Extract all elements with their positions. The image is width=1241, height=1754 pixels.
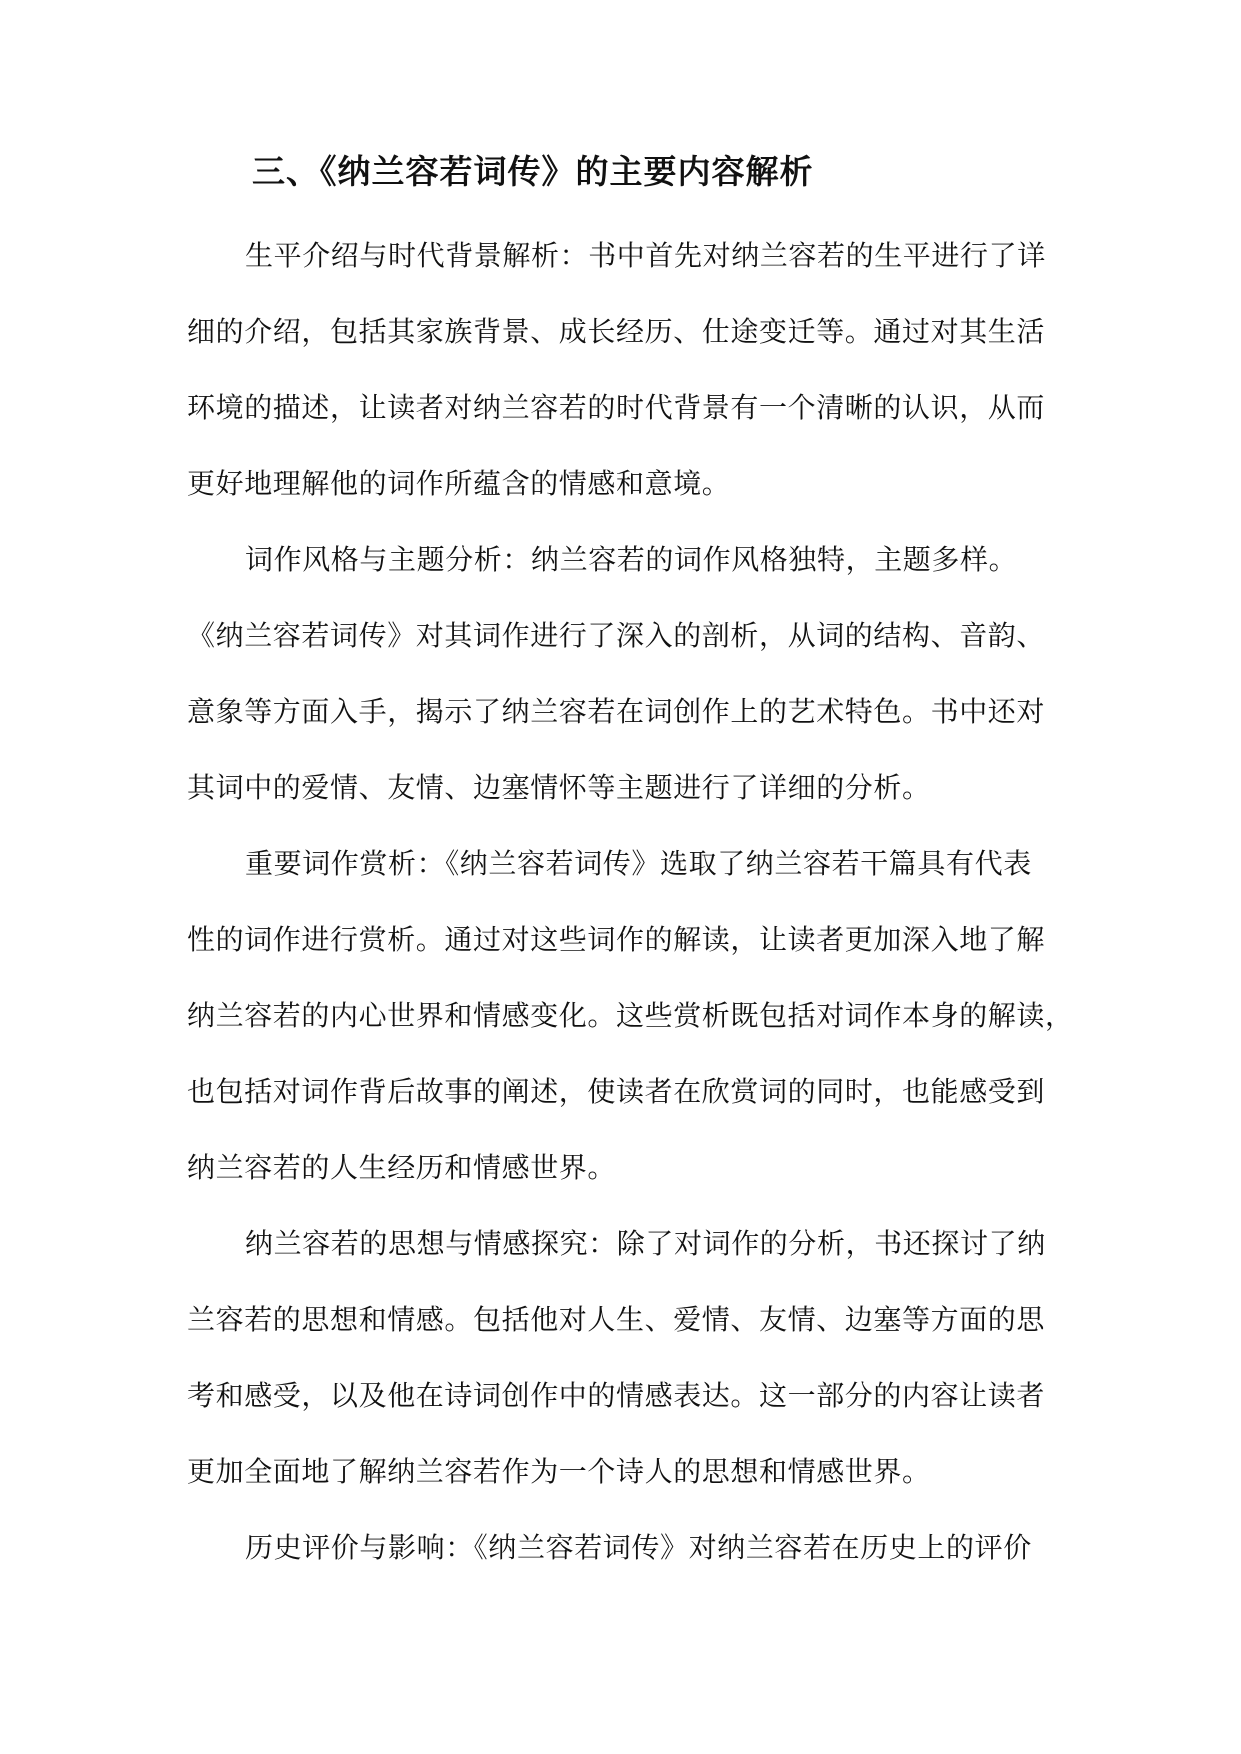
paragraph-4-line-1: 纳兰容若的思想与情感探究：除了对词作的分析，书还探讨了纳 (245, 1227, 1046, 1260)
paragraph-1-line-3: 环境的描述，让读者对纳兰容若的时代背景有一个清晰的认识，从而 (187, 391, 1046, 424)
paragraph-2-line-3: 意象等方面入手，揭示了纳兰容若在词创作上的艺术特色。书中还对 (187, 695, 1046, 728)
paragraph-2-line-1: 词作风格与主题分析：纳兰容若的词作风格独特，主题多样。 (245, 543, 1018, 576)
paragraph-3-line-3: 纳兰容若的内心世界和情感变化。这些赏析既包括对词作本身的解读， (187, 999, 1074, 1032)
paragraph-4-line-3: 考和感受，以及他在诗词创作中的情感表达。这一部分的内容让读者 (187, 1379, 1046, 1412)
paragraph-4-line-2: 兰容若的思想和情感。包括他对人生、爱情、友情、边塞等方面的思 (187, 1303, 1046, 1336)
paragraph-3-line-4: 也包括对词作背后故事的阐述，使读者在欣赏词的同时，也能感受到 (187, 1075, 1046, 1108)
paragraph-2-line-4: 其词中的爱情、友情、边塞情怀等主题进行了详细的分析。 (187, 771, 931, 804)
paragraph-1-line-4: 更好地理解他的词作所蕴含的情感和意境。 (187, 467, 731, 500)
paragraph-5-line-1: 历史评价与影响：《纳兰容若词传》对纳兰容若在历史上的评价 (245, 1531, 1032, 1564)
paragraph-4-line-4: 更加全面地了解纳兰容若作为一个诗人的思想和情感世界。 (187, 1455, 931, 1488)
paragraph-2-line-2: 《纳兰容若词传》对其词作进行了深入的剖析，从词的结构、音韵、 (187, 619, 1046, 652)
paragraph-3-line-2: 性的词作进行赏析。通过对这些词作的解读，让读者更加深入地了解 (187, 923, 1046, 956)
paragraph-1-line-1: 生平介绍与时代背景解析：书中首先对纳兰容若的生平进行了详 (245, 239, 1046, 272)
paragraph-1-line-2: 细的介绍，包括其家族背景、成长经历、仕途变迁等。通过对其生活 (187, 315, 1046, 348)
paragraph-3-line-5: 纳兰容若的人生经历和情感世界。 (187, 1151, 617, 1184)
section-heading: 三、《纳兰容若词传》的主要内容解析 (252, 152, 814, 191)
paragraph-3-line-1: 重要词作赏析：《纳兰容若词传》选取了纳兰容若干篇具有代表 (245, 847, 1032, 880)
